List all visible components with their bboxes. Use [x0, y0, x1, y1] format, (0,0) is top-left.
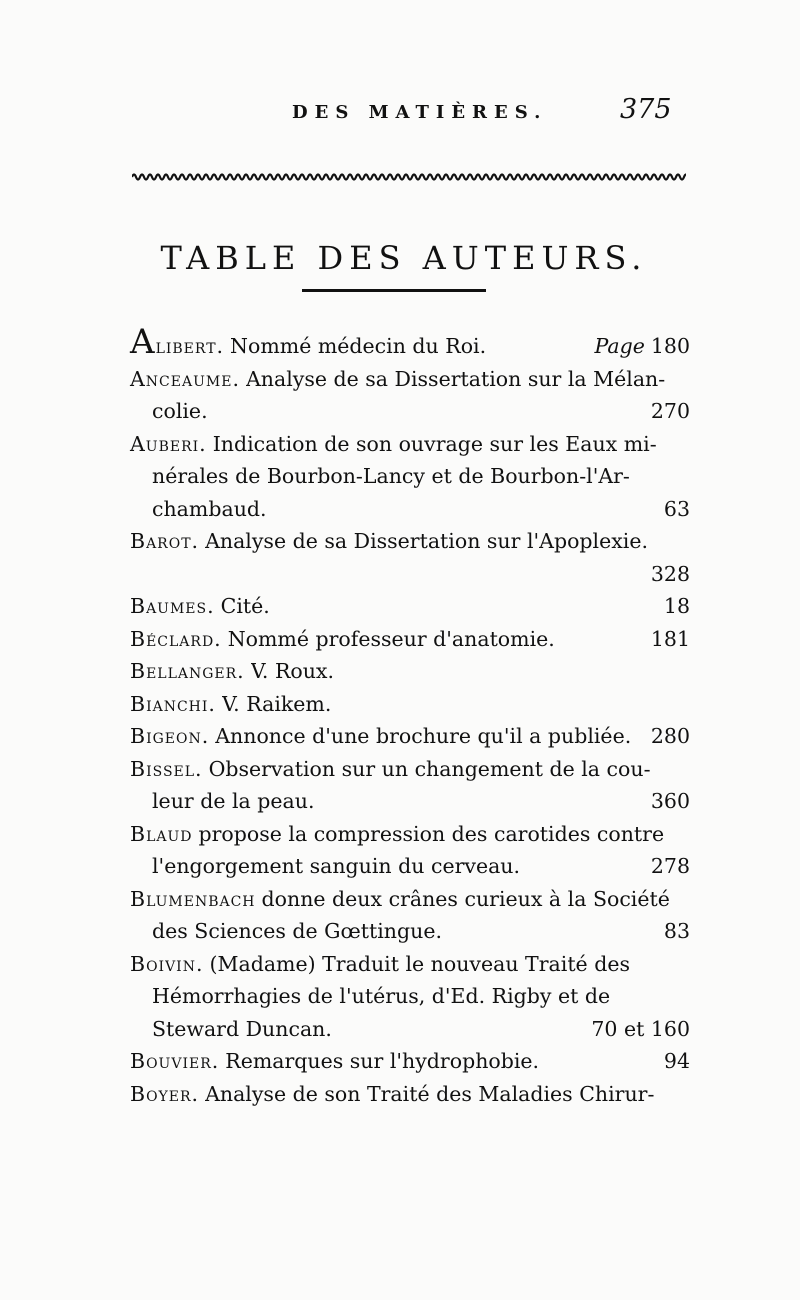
page-reference — [643, 720, 690, 753]
index-entry — [130, 590, 690, 623]
author-index-list — [130, 322, 690, 1110]
page-reference — [643, 395, 690, 428]
author-name: Bianchi. — [130, 691, 216, 716]
entry-text: Remarques sur l'hydrophobie. — [225, 1049, 540, 1073]
index-entry — [130, 720, 690, 753]
entry-text: des Sciences de Gœttingue. — [152, 919, 442, 943]
entry-line — [130, 688, 690, 721]
page-number-ref: 94 — [663, 1049, 690, 1073]
index-entry — [130, 688, 690, 721]
page-number: 375 — [620, 94, 672, 125]
entry-text: l'engorgement sanguin du cerveau. — [152, 854, 521, 878]
entry-line — [130, 720, 690, 753]
index-entry — [130, 322, 690, 363]
index-entry — [130, 623, 690, 656]
page-number-ref: 360 — [650, 789, 690, 813]
entry-line — [130, 322, 690, 363]
page-number-ref: 328 — [650, 561, 690, 586]
page-reference — [656, 1045, 690, 1078]
entry-line — [130, 883, 690, 916]
author-name: Boivin. — [130, 951, 204, 976]
entry-text: Nommé médecin du Roi. — [230, 334, 487, 358]
author-name: Bouvier. — [130, 1049, 220, 1073]
entry-line — [130, 915, 690, 948]
index-entry — [130, 818, 690, 883]
entry-line — [130, 428, 690, 461]
entry-line — [130, 1013, 690, 1046]
entry-line — [130, 785, 690, 818]
entry-text: leur de la peau. — [152, 789, 315, 813]
ornamental-wavy-rule — [132, 170, 686, 184]
author-name: Bissel. — [130, 756, 203, 781]
entry-text: Analyse de sa Dissertation sur l'Apoplexie. — [205, 529, 648, 553]
entry-line — [130, 558, 690, 591]
entry-text: Cité. — [220, 594, 270, 618]
index-entry — [130, 363, 690, 428]
entry-text: propose la compression des carotides contre — [198, 821, 665, 846]
entry-text: Indication de son ouvrage sur les Eaux mi- — [212, 431, 657, 456]
page-number-ref: 270 — [650, 399, 690, 423]
page-number-ref: 18 — [663, 594, 690, 618]
entry-line — [130, 363, 690, 396]
page-reference — [643, 558, 690, 591]
entry-text: Annonce d'une brochure qu'il a publiée. — [215, 724, 632, 748]
author-name: Auberi. — [130, 431, 207, 456]
entry-line — [130, 655, 690, 688]
page-reference — [656, 493, 690, 526]
author-name: Bigeon. — [130, 724, 210, 748]
entry-text: Nommé professeur d'anatomie. — [227, 626, 555, 651]
entry-text: V. Raikem. — [221, 691, 332, 716]
author-name: Baumes. — [130, 594, 215, 618]
entry-text: V. Roux. — [250, 659, 335, 683]
entry-line — [130, 493, 690, 526]
page-number-ref: 180 — [650, 334, 690, 358]
page-number-ref: 83 — [663, 919, 690, 943]
entry-line — [130, 1078, 690, 1111]
page-reference — [656, 590, 690, 623]
entry-line — [130, 818, 690, 851]
entry-text: Observation sur un changement de la cou- — [208, 756, 651, 781]
page-word: Page — [594, 334, 645, 358]
page-number-ref: 278 — [650, 854, 690, 878]
entry-line — [130, 1045, 690, 1078]
author-name: Alibert. — [130, 322, 225, 362]
entry-text: colie. — [152, 399, 208, 423]
entry-line — [130, 623, 690, 656]
author-name: Béclard. — [130, 626, 222, 651]
page-reference — [643, 850, 690, 883]
page-reference — [643, 785, 690, 818]
index-entry — [130, 1045, 690, 1078]
page-reference — [656, 915, 690, 948]
running-title: DES MATIÈRES. — [292, 102, 548, 123]
page-reference — [583, 1013, 690, 1046]
entry-line — [130, 590, 690, 623]
entry-text: Analyse de sa Dissertation sur la Mélan- — [245, 366, 666, 391]
title-underline-rule — [302, 289, 486, 292]
entry-line — [130, 460, 690, 493]
page-number-ref: 70 et 160 — [591, 1016, 690, 1041]
entry-line — [130, 525, 690, 558]
page-number-ref: 280 — [650, 724, 690, 748]
entry-text: donne deux crânes curieux à la Société — [261, 886, 670, 911]
page-reference — [587, 330, 691, 363]
index-entry — [130, 948, 690, 1046]
entry-text: Analyse de son Traité des Maladies Chirur- — [205, 1081, 655, 1106]
entry-text: Hémorrhagies de l'utérus, d'Ed. Rigby et de — [152, 984, 611, 1008]
index-entry — [130, 655, 690, 688]
index-entry — [130, 753, 690, 818]
index-entry — [130, 428, 690, 526]
entry-line — [130, 980, 690, 1013]
entry-text: nérales de Bourbon-Lancy et de Bourbon-l'Ar- — [152, 464, 630, 488]
entry-line — [130, 850, 690, 883]
author-name: Bellanger. — [130, 659, 245, 683]
index-entry — [130, 525, 690, 590]
section-title: TABLE DES AUTEURS. — [160, 239, 648, 278]
index-entry — [130, 1078, 690, 1111]
entry-line — [130, 948, 690, 981]
author-name: Blumenbach — [130, 886, 256, 911]
author-name: Anceaume. — [130, 366, 240, 391]
entry-text: Steward Duncan. — [152, 1016, 332, 1041]
author-name: Boyer. — [130, 1081, 200, 1106]
entry-text: (Madame) Traduit le nouveau Traité des — [209, 951, 630, 976]
running-head — [0, 92, 800, 132]
author-name: Barot. — [130, 529, 200, 553]
index-entry — [130, 883, 690, 948]
page-number-ref: 181 — [650, 626, 690, 651]
author-name: Blaud — [130, 821, 193, 846]
entry-line — [130, 395, 690, 428]
entry-line — [130, 753, 690, 786]
page-number-ref: 63 — [663, 496, 690, 521]
page-reference — [643, 623, 690, 656]
entry-text: chambaud. — [152, 496, 267, 521]
